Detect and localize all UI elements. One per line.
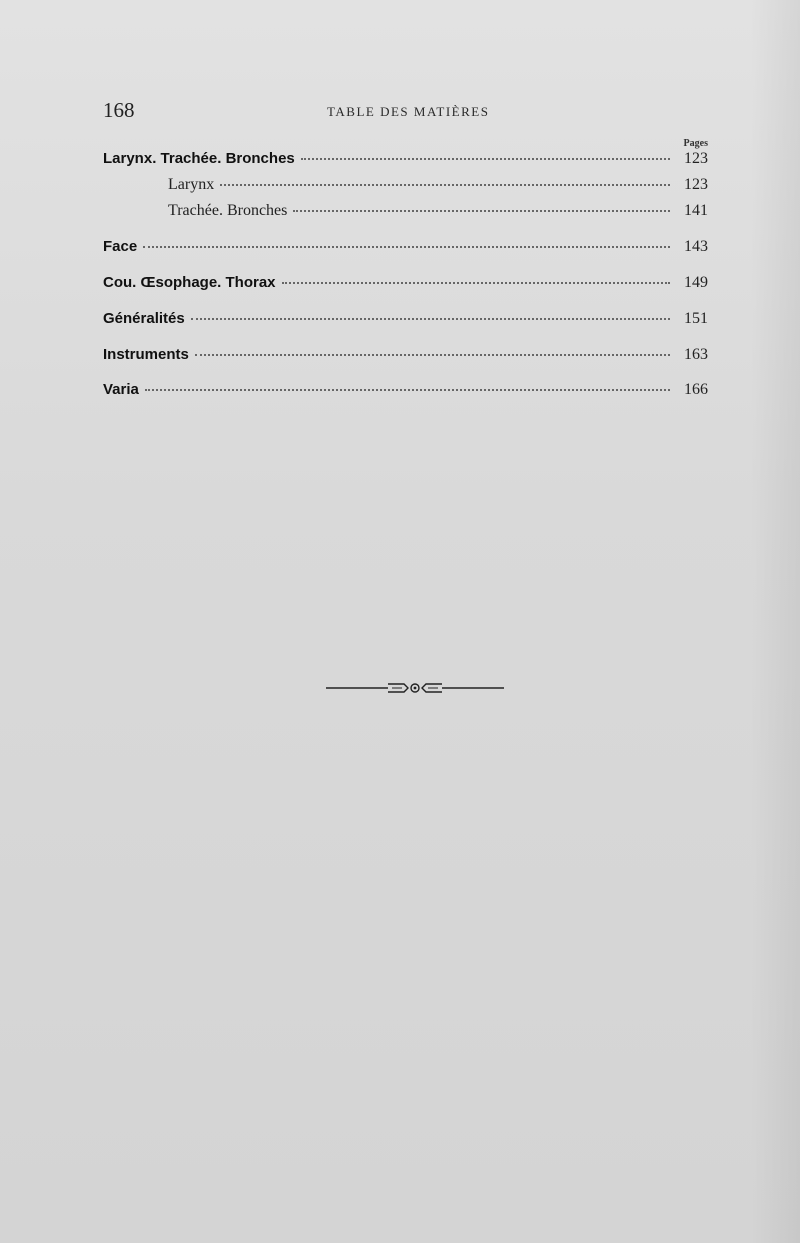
toc-entry-page: 149 bbox=[684, 274, 708, 291]
toc-entry-label: Face bbox=[103, 238, 138, 255]
toc-entry-trachee-bronches[interactable] bbox=[103, 202, 708, 226]
toc-entry-label: Cou. Œsophage. Thorax bbox=[103, 274, 276, 291]
page-header bbox=[103, 98, 708, 124]
dot-leader bbox=[195, 354, 670, 356]
toc-entry-varia[interactable] bbox=[103, 381, 708, 405]
dot-leader bbox=[143, 246, 670, 248]
running-title: TABLE DES MATIÈRES bbox=[327, 104, 490, 119]
toc-entry-label: Généralités bbox=[103, 310, 185, 327]
toc-entry-instruments[interactable] bbox=[103, 346, 708, 370]
toc-entry-larynx-trachee-bronches[interactable] bbox=[103, 150, 708, 174]
toc-entry-face[interactable] bbox=[103, 238, 708, 262]
dot-leader bbox=[220, 184, 670, 186]
toc-entry-page: 123 bbox=[684, 176, 708, 193]
toc-entry-page: 143 bbox=[684, 238, 708, 255]
dot-leader bbox=[293, 210, 670, 212]
dot-leader bbox=[301, 158, 670, 160]
toc-entry-cou-oesophage-thorax[interactable] bbox=[103, 274, 708, 298]
toc-entry-label: Larynx. Trachée. Bronches bbox=[103, 150, 295, 167]
toc-entry-label: Trachée. Bronches bbox=[168, 202, 288, 219]
toc-entry-page: 141 bbox=[684, 202, 708, 219]
page-edge-shadow bbox=[750, 0, 800, 1243]
page-number: 168 bbox=[103, 98, 135, 122]
dot-leader bbox=[282, 282, 670, 284]
toc-entry-label: Varia bbox=[103, 381, 139, 398]
toc-entry-label: Instruments bbox=[103, 346, 189, 363]
toc-entry-larynx[interactable] bbox=[103, 176, 708, 200]
dot-leader bbox=[145, 389, 670, 391]
toc-entry-label: Larynx bbox=[168, 176, 215, 193]
pages-column-label: Pages bbox=[683, 138, 708, 149]
toc-entry-page: 163 bbox=[684, 346, 708, 363]
decorative-rule-icon bbox=[326, 678, 504, 698]
toc-entry-generalites[interactable] bbox=[103, 310, 708, 334]
dot-leader bbox=[191, 318, 670, 320]
toc-entry-page: 151 bbox=[684, 310, 708, 327]
toc-entry-page: 166 bbox=[684, 381, 708, 398]
toc-entry-page: 123 bbox=[684, 150, 708, 167]
